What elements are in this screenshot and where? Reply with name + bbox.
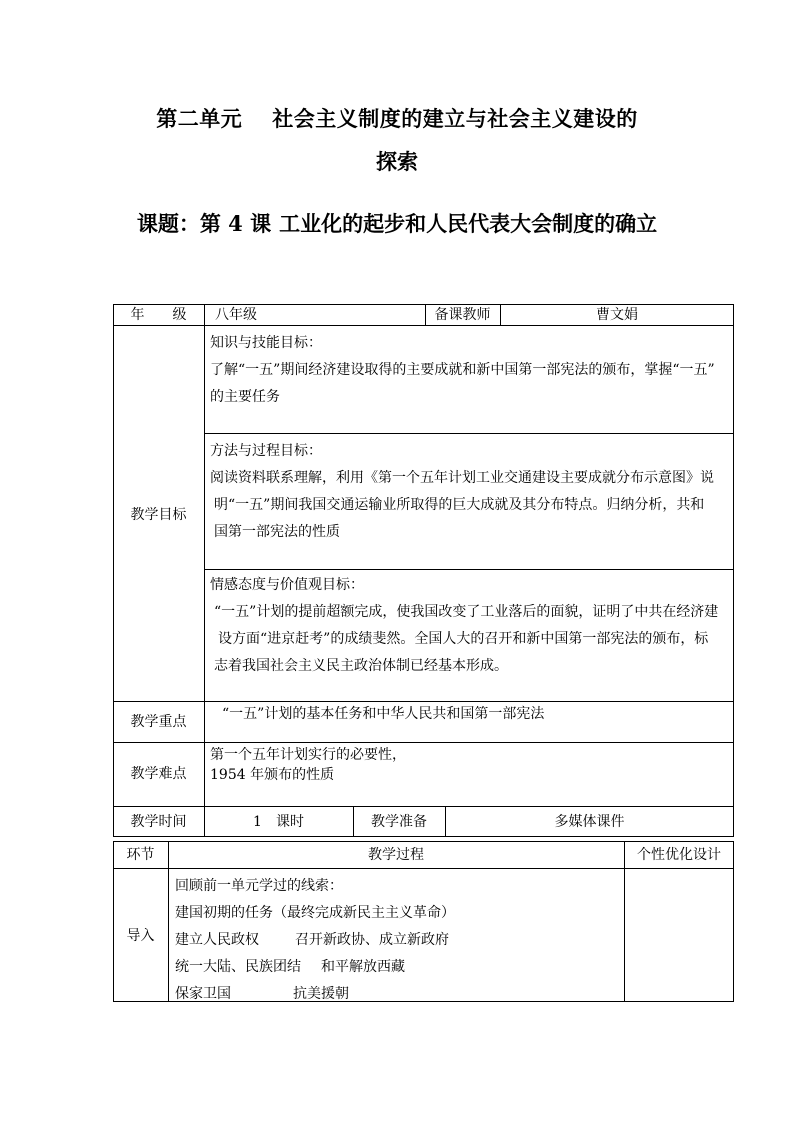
time-label: 教学时间 <box>130 814 187 830</box>
knowledge-line: 的主要任务 <box>210 389 280 405</box>
emotion-line: 志着我国社会主义民主政治体制已经基本形成。 <box>214 658 508 674</box>
col-header-process: 教学过程 <box>368 847 424 863</box>
intro-line: 建立人民政权 <box>175 932 259 948</box>
intro-line: 保家卫国 <box>175 986 231 1002</box>
prep-label: 教学准备 <box>371 814 427 830</box>
intro-line: 建国初期的任务（最终完成新民主主义革命） <box>175 905 455 921</box>
key-label: 教学重点 <box>130 714 187 730</box>
grade-label: 年 级 <box>130 307 187 323</box>
intro-line-right: 和平解放西藏 <box>321 959 405 975</box>
col-header-design: 个性优化设计 <box>637 847 721 863</box>
lesson-title <box>0 208 794 238</box>
knowledge-heading: 知识与技能目标： <box>210 335 322 351</box>
teacher-label: 备课教师 <box>434 307 491 323</box>
emotion-line: 设方面“进京赶考”的成绩斐然。全国人大的召开和新中国第一部宪法的颁布，标 <box>218 631 709 647</box>
intro-line: 回顾前一单元学过的线索： <box>175 878 343 894</box>
unit-title <box>0 103 794 133</box>
emotion-line: “一五”计划的提前超额完成，使我国改变了工业落后的面貌，证明了中共在经济建 <box>214 604 719 620</box>
time-value: 1 课时 <box>253 814 304 830</box>
intro-line-right: 召开新政协、成立新政府 <box>295 932 449 948</box>
teacher-value: 曹文娟 <box>596 307 638 323</box>
unit-title-part2: 社会主义制度的建立与社会主义建设的 <box>272 106 638 131</box>
intro-line: 统一大陆、民族团结 <box>175 959 301 975</box>
key-value: “一五”计划的基本任务和中华人民共和国第一部宪法 <box>222 706 545 722</box>
difficulty-label: 教学难点 <box>130 766 187 782</box>
lesson-title-name: 工业化的起步和人民代表大会制度的确立 <box>279 211 658 236</box>
row-label-intro: 导入 <box>126 928 155 944</box>
method-line: 明“一五”期间我国交通运输业所取得的巨大成就及其分布特点。归纳分析，共和 <box>214 497 705 513</box>
prep-value: 多媒体课件 <box>554 814 625 830</box>
emotion-heading: 情感态度与价值观目标： <box>210 577 364 593</box>
objectives-label: 教学目标 <box>130 507 187 523</box>
unit-title-line2: 探索 <box>376 149 418 174</box>
method-line: 国第一部宪法的性质 <box>214 524 340 540</box>
col-header-section: 环节 <box>126 847 155 863</box>
difficulty-line: 1954 年颁布的性质 <box>210 767 335 783</box>
lesson-title-prefix: 课题：第 4 课 <box>136 211 272 236</box>
difficulty-line: 第一个五年计划实行的必要性， <box>210 747 406 763</box>
intro-line-right: 抗美援朝 <box>293 986 349 1002</box>
grade-value: 八年级 <box>215 307 257 323</box>
method-heading: 方法与过程目标： <box>210 443 322 459</box>
method-line: 阅读资料联系理解，利用《第一个五年计划工业交通建设主要成就分布示意图》说 <box>210 470 714 486</box>
knowledge-line: 了解“一五”期间经济建设取得的主要成就和新中国第一部宪法的颁布，掌握“一五” <box>210 362 715 378</box>
unit-title-part1: 第二单元 <box>156 106 243 131</box>
